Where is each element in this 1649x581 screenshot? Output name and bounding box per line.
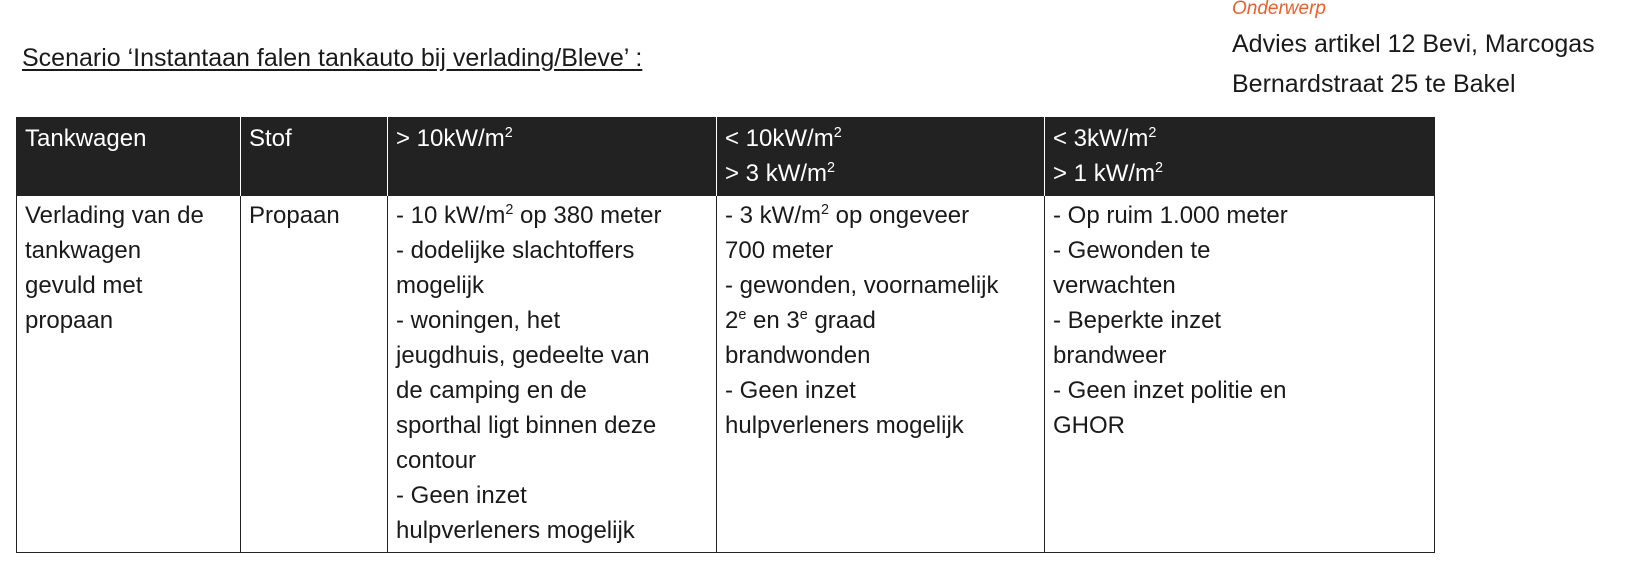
cell-tankwagen: Verlading van de tankwagen gevuld met propaan <box>17 196 241 553</box>
subject-line-2: Bernardstraat 25 te Bakel <box>1232 70 1516 98</box>
scenario-table <box>16 117 1435 553</box>
cell-3-to-10kw: - 3 $kW/m^2$ op ongeveer 700 meter - gewonden, voornamelijk 2e en 3e graad brandwonden - Geen inzet hulpverleners mogelijk <box>717 196 1045 553</box>
subject-label: Onderwerp <box>1232 0 1326 19</box>
cell-1-to-3kw: - Op ruim 1.000 meter - Gewonden te verwachten - Beperkte inzet brandweer - Geen inzet politie en GHOR <box>1045 196 1435 553</box>
scenario-title: Scenario ‘Instantaan falen tankauto bij verlading/Bleve’ : <box>22 44 643 72</box>
table-row <box>17 196 1435 553</box>
subject-line-1: Advies artikel 12 Bevi, Marcogas <box>1232 30 1595 58</box>
table-header-row <box>17 117 1435 196</box>
header-3-to-10kw: < $10kW/m^2$ > 3 $kW/m^2$ <box>717 117 1045 196</box>
header-1-to-3kw: < $3kW/m^2$ > 1 $kW/m^2$ <box>1045 117 1435 196</box>
header-above-10kw: > $10kW/m^2$ <box>388 117 717 196</box>
cell-above-10kw: - 10 $kW/m^2$ op 380 meter - dodelijke slachtoffers mogelijk - woningen, het jeugdhuis, gedeelte van de camping en de sporthal ligt binnen deze contour - Geen inzet hulpverleners mogelijk <box>388 196 717 553</box>
header-tankwagen: Tankwagen <box>17 117 241 196</box>
header-stof: Stof <box>241 117 388 196</box>
cell-stof: Propaan <box>241 196 388 553</box>
